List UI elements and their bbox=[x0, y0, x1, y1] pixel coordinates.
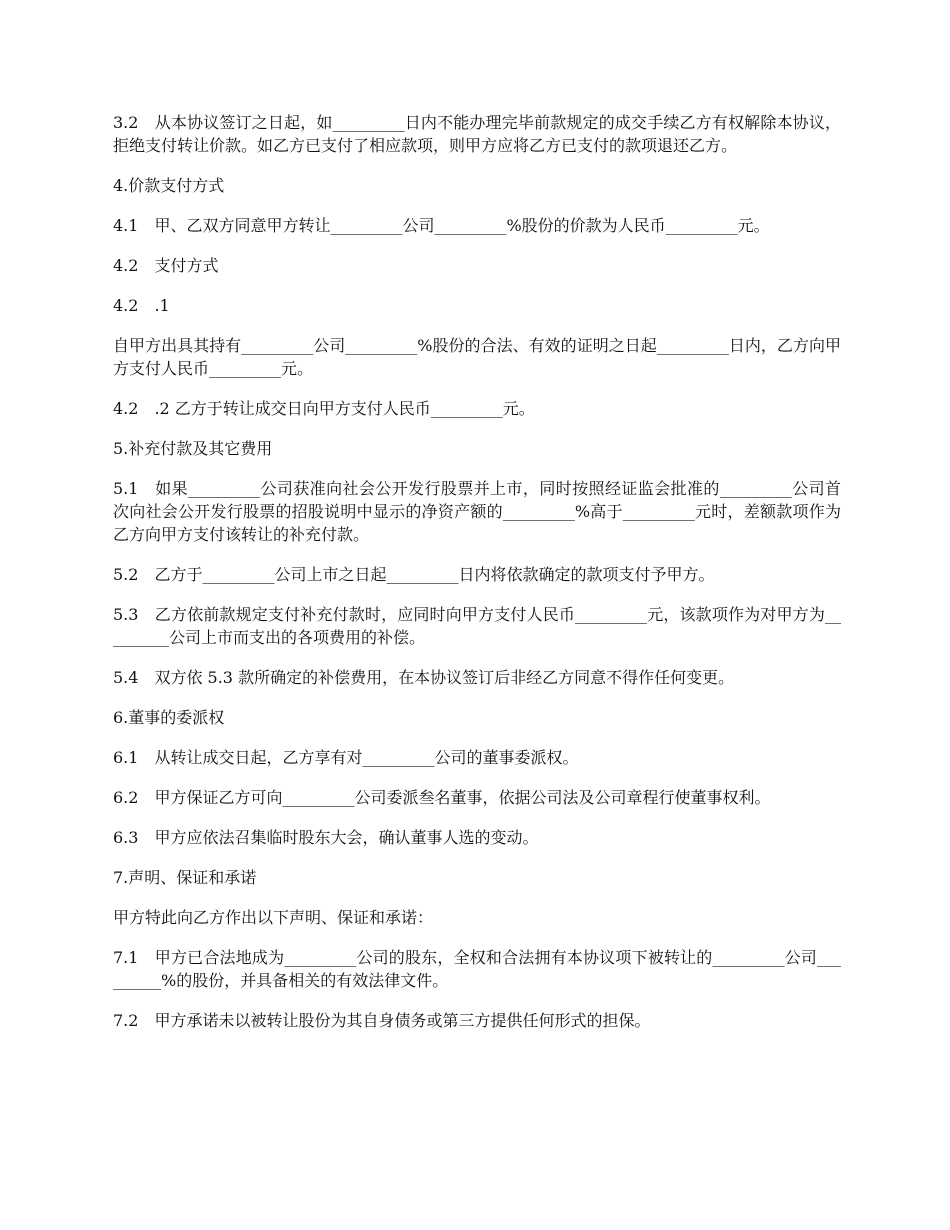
section-heading-6: 6.董事的委派权 bbox=[113, 708, 225, 727]
clause-5-1: 5.1 如果_________公司获准向社会公开发行股票并上市，同时按照经证监会批准的_________公司首次向社会公开发行股票的招股说明中显示的净资产额的_________%高于_________元时，差额款项作为乙方向甲方支付该转让的补充付款。 bbox=[113, 479, 841, 544]
section-heading-4: 4.价款支付方式 bbox=[113, 176, 225, 195]
clause-4-1: 4.1 甲、乙双方同意甲方转让_________公司_________%股份的价款为人民币_________元。 bbox=[113, 216, 770, 235]
section-heading-7: 7.声明、保证和承诺 bbox=[113, 868, 257, 887]
section-7-intro: 甲方特此向乙方作出以下声明、保证和承诺： bbox=[113, 908, 434, 927]
document-page bbox=[113, 111, 841, 1049]
clause-6-2: 6.2 甲方保证乙方可向_________公司委派叁名董事，依据公司法及公司章程行使董事权利。 bbox=[113, 788, 771, 807]
clause-3-2: 3.2 从本协议签订之日起，如_________日内不能办理完毕前款规定的成交手续乙方有权解除本协议，拒绝支付转让价款。如乙方已支付了相应款项，则甲方应将乙方已支付的款项退还乙方。 bbox=[113, 113, 841, 155]
clause-7-2: 7.2 甲方承诺未以被转让股份为其自身债务或第三方提供任何形式的担保。 bbox=[113, 1011, 651, 1030]
clause-5-3: 5.3 乙方依前款规定支付补充付款时，应同时向甲方支付人民币_________元，该款项作为对甲方为_________公司上市而支出的各项费用的补偿。 bbox=[113, 605, 841, 647]
clause-6-1: 6.1 从转让成交日起，乙方享有对_________公司的董事委派权。 bbox=[113, 748, 579, 767]
clause-4-2: 4.2 支付方式 bbox=[113, 256, 219, 275]
clause-5-2: 5.2 乙方于_________公司上市之日起_________日内将依款确定的款项支付予甲方。 bbox=[113, 565, 715, 584]
clause-4-2-2: 4.2 .2 乙方于转让成交日向甲方支付人民币_________元。 bbox=[113, 399, 535, 418]
clause-4-2-1: 4.2 .1 bbox=[113, 296, 170, 315]
clause-4-2-1-body: 自甲方出具其持有_________公司_________%股份的合法、有效的证明之日起_________日内，乙方向甲方支付人民币_________元。 bbox=[113, 336, 841, 378]
clause-5-4: 5.4 双方依 5.3 款所确定的补偿费用，在本协议签订后非经乙方同意不得作任何变更。 bbox=[113, 668, 735, 687]
clause-7-1: 7.1 甲方已合法地成为_________公司的股东，全权和合法拥有本协议项下被转让的_________公司_________%的股份，并具备相关的有效法律文件。 bbox=[113, 948, 841, 990]
clause-6-3: 6.3 甲方应依法召集临时股东大会，确认董事人选的变动。 bbox=[113, 828, 539, 847]
section-heading-5: 5.补充付款及其它费用 bbox=[113, 439, 273, 458]
